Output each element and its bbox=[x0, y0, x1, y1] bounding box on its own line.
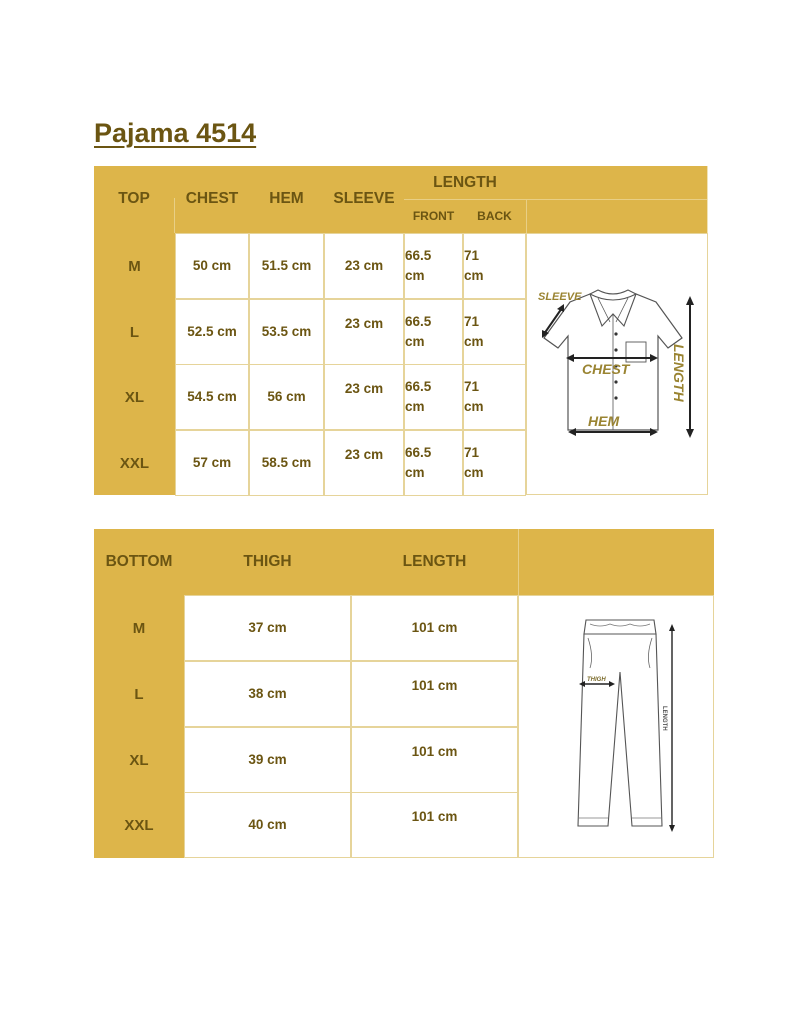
top-row-front-line: 66.5 bbox=[405, 248, 432, 263]
shirt-diagram-icon bbox=[530, 280, 700, 450]
top-row-chest: 50 cm bbox=[175, 233, 249, 299]
top-row-sleeve: 23 cm bbox=[324, 299, 404, 365]
top-row-sleeve: 23 cm bbox=[324, 430, 404, 496]
top-row-hem: 58.5 cm bbox=[249, 430, 324, 496]
top-header-sleeve: SLEEVE bbox=[333, 190, 395, 207]
bottom-row-length: 101 cm bbox=[351, 727, 518, 793]
top-row-front-line: cm bbox=[405, 268, 425, 283]
top-row-front bbox=[404, 299, 463, 365]
bottom-row-length: 101 cm bbox=[351, 792, 518, 858]
top-row-back-line: 71 bbox=[464, 445, 480, 460]
top-row-hem: 53.5 cm bbox=[249, 299, 324, 365]
bottom-row-size: L bbox=[134, 685, 144, 703]
top-header-chest: CHEST bbox=[185, 190, 239, 207]
bottom-row-length: 101 cm bbox=[351, 661, 518, 727]
thigh-label: THIGH bbox=[587, 677, 606, 683]
bottom-row-thigh: 40 cm bbox=[184, 792, 351, 858]
top-row-front bbox=[404, 430, 463, 496]
top-row-back-line: cm bbox=[464, 334, 484, 349]
sleeve-label: SLEEVE bbox=[538, 291, 582, 303]
pants-length-label: LENGTH bbox=[661, 706, 667, 731]
top-row-back-line: cm bbox=[464, 399, 484, 414]
bottom-row-size: M bbox=[132, 619, 146, 637]
top-row-back bbox=[463, 364, 526, 430]
top-row-hem: 56 cm bbox=[249, 364, 324, 430]
top-row-back bbox=[463, 233, 526, 299]
top-header-length: LENGTH bbox=[433, 174, 497, 191]
top-row-front-line: 66.5 bbox=[405, 314, 432, 329]
top-row-back bbox=[463, 430, 526, 496]
bottom-row-size: XL bbox=[129, 751, 149, 769]
top-row-back bbox=[463, 299, 526, 365]
bottom-header-length: LENGTH bbox=[402, 553, 467, 570]
bottom-header-thigh: THIGH bbox=[243, 553, 292, 570]
bottom-row-length: 101 cm bbox=[351, 595, 518, 661]
chest-label: CHEST bbox=[582, 361, 630, 377]
pants-diagram-icon bbox=[560, 612, 690, 837]
hem-label: HEM bbox=[588, 413, 620, 429]
bottom-row-thigh: 37 cm bbox=[184, 595, 351, 661]
top-row-chest: 57 cm bbox=[175, 430, 249, 496]
top-row-size: L bbox=[129, 323, 140, 341]
top-row-front bbox=[404, 233, 463, 299]
top-header-size: TOP bbox=[118, 190, 150, 207]
top-row-front-line: cm bbox=[405, 334, 425, 349]
top-row-front bbox=[404, 364, 463, 430]
top-row-chest: 54.5 cm bbox=[175, 364, 249, 430]
top-row-front-line: 66.5 bbox=[405, 445, 432, 460]
top-row-back-line: 71 bbox=[464, 379, 480, 394]
top-row-size: M bbox=[128, 257, 141, 275]
top-header-front: FRONT bbox=[412, 209, 455, 223]
top-row-front-line: cm bbox=[405, 465, 425, 480]
top-row-back-line: cm bbox=[464, 465, 484, 480]
page-title: Pajama 4514 bbox=[94, 118, 257, 148]
top-row-size: XL bbox=[124, 388, 145, 406]
top-row-back-line: cm bbox=[464, 268, 484, 283]
top-row-chest: 52.5 cm bbox=[175, 299, 249, 365]
top-header-hem: HEM bbox=[269, 190, 304, 207]
top-row-size: XXL bbox=[119, 454, 150, 472]
top-row-sleeve: 23 cm bbox=[324, 364, 404, 430]
top-row-front-line: cm bbox=[405, 399, 425, 414]
top-row-sleeve: 23 cm bbox=[324, 233, 404, 299]
bottom-row-size: XXL bbox=[124, 816, 154, 834]
bottom-row-thigh: 39 cm bbox=[184, 727, 351, 793]
bottom-header-size: BOTTOM bbox=[105, 553, 173, 570]
top-row-hem: 51.5 cm bbox=[249, 233, 324, 299]
length-label: LENGTH bbox=[671, 344, 687, 402]
top-row-back-line: 71 bbox=[464, 314, 480, 329]
top-header-back: BACK bbox=[477, 209, 512, 223]
bottom-row-thigh: 38 cm bbox=[184, 661, 351, 727]
top-row-front-line: 66.5 bbox=[405, 379, 432, 394]
top-row-back-line: 71 bbox=[464, 248, 480, 263]
